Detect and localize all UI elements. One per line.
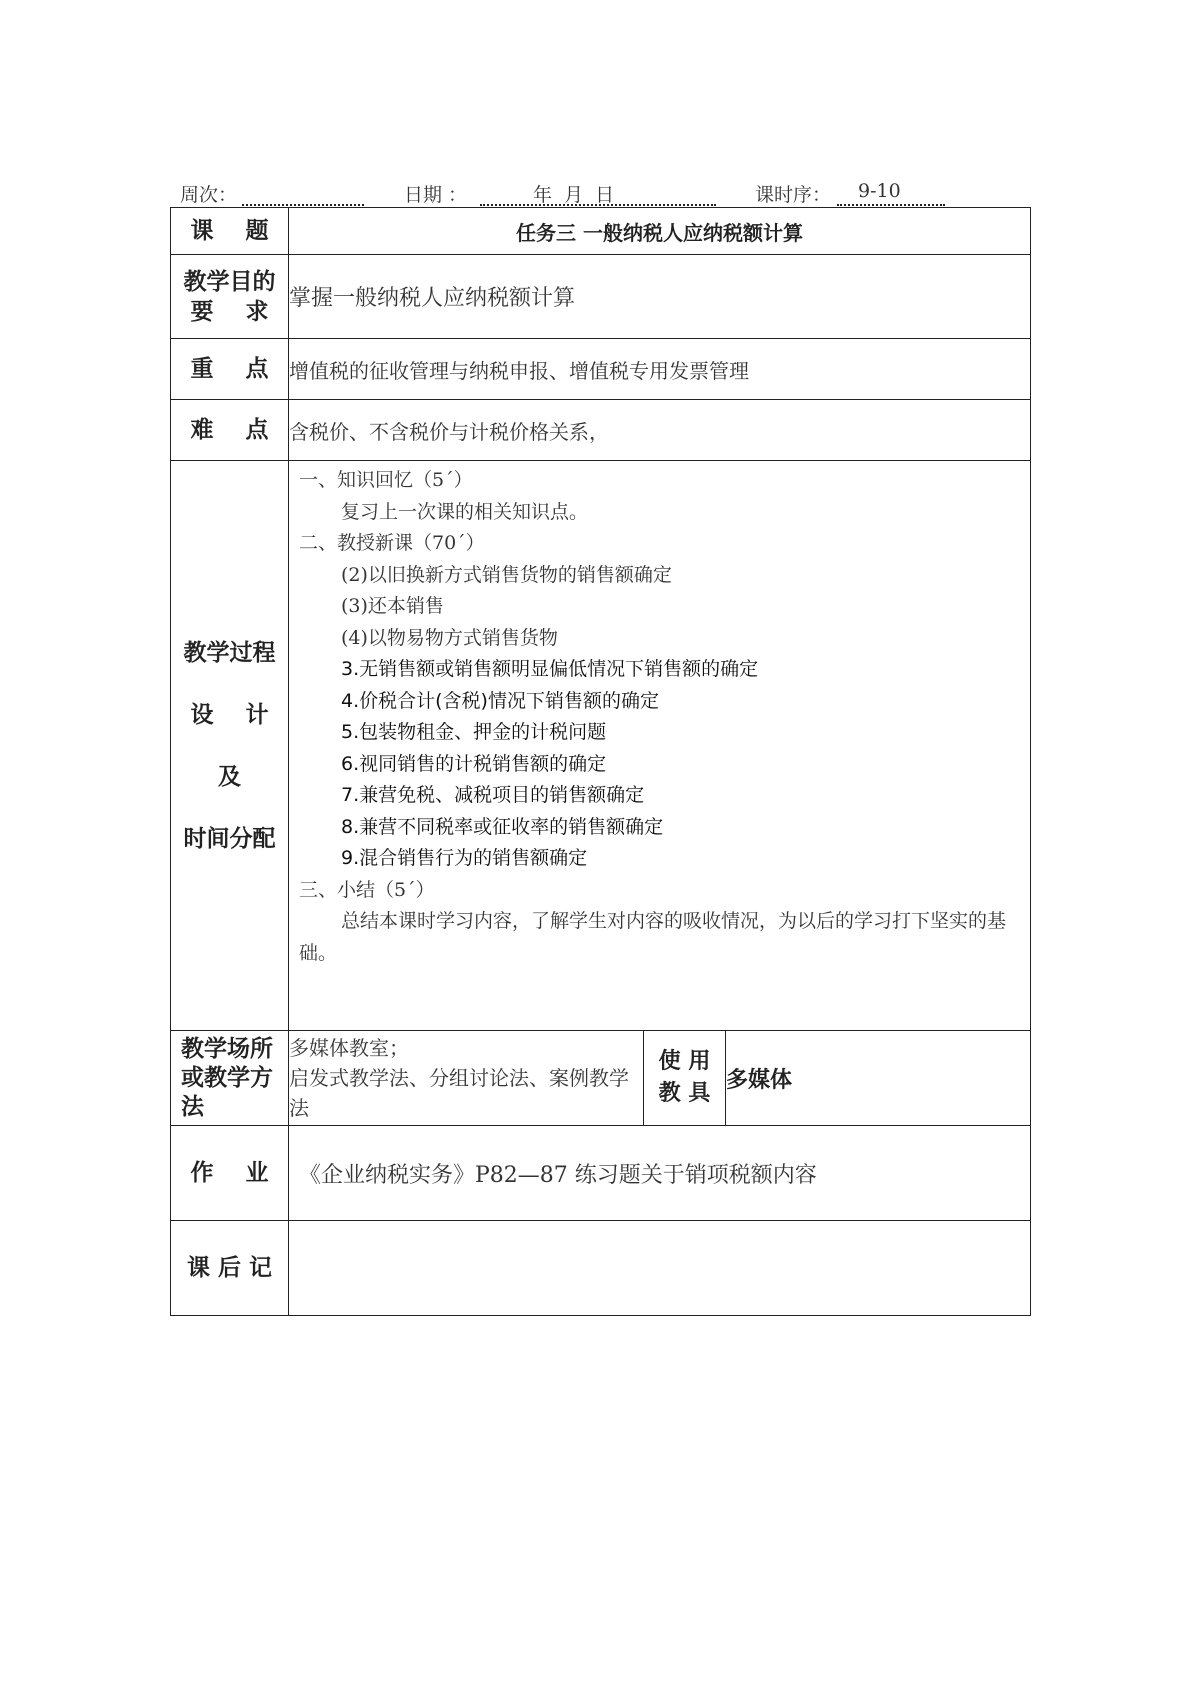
process-label-line: 时间分配 xyxy=(183,825,276,852)
process-line: (4)以物易物方式销售货物 xyxy=(341,626,558,649)
section-heading: 二、教授新课（70´） xyxy=(299,532,485,554)
period-blank xyxy=(837,204,945,206)
period-label: 课时序： xyxy=(755,184,832,206)
difficulty-row xyxy=(171,400,1031,461)
process-line: 8.兼营不同税率或征收率的销售额确定 xyxy=(341,815,664,838)
process-label-line: 设 计 xyxy=(190,701,269,728)
process-content xyxy=(289,461,1031,1031)
tools-value: 多媒体 xyxy=(726,1031,1031,1126)
topic-label: 课 题 xyxy=(171,208,289,255)
homework-label: 作 业 xyxy=(171,1126,289,1221)
section-heading: 一、知识回忆（5´） xyxy=(299,469,473,491)
summary-paragraph: 总结本课时学习内容，了解学生对内容的吸收情况，为以后的学习打下坚实的基础。 xyxy=(299,910,1007,964)
objective-label xyxy=(171,255,289,339)
notes-row xyxy=(171,1221,1031,1316)
venue-line1: 多媒体教室； xyxy=(289,1036,409,1060)
header-info-line xyxy=(180,180,1040,208)
process-line: 5.包装物租金、押金的计税问题 xyxy=(341,721,607,743)
lesson-plan-table xyxy=(170,207,1031,1316)
objective-row xyxy=(171,255,1031,339)
key-point-value: 增值税的征收管理与纳税申报、增值税专用发票管理 xyxy=(289,339,1031,400)
difficulty-value: 含税价、不含税价与计税价格关系， xyxy=(289,400,1031,461)
homework-value: 《企业纳税实务》P82—87 练习题关于销项税额内容 xyxy=(289,1126,1031,1221)
process-label-line: 教学过程 xyxy=(183,639,276,666)
objective-value: 掌握一般纳税人应纳税额计算 xyxy=(289,255,1031,339)
section-heading: 三、小结（5´） xyxy=(299,878,435,901)
difficulty-label: 难 点 xyxy=(171,400,289,461)
process-line: (2)以旧换新方式销售货物的销售额确定 xyxy=(341,563,672,586)
topic-value: 任务三 一般纳税人应纳税额计算 xyxy=(289,208,1031,255)
venue-row xyxy=(171,1031,1031,1126)
period-value: 9-10 xyxy=(858,180,901,202)
process-label xyxy=(171,461,289,1031)
process-row xyxy=(171,461,1031,1031)
process-line: 4.价税合计(含税)情况下销售额的确定 xyxy=(341,689,659,712)
notes-value xyxy=(289,1221,1031,1316)
process-line: (3)还本销售 xyxy=(341,595,444,617)
process-line: 复习上一次课的相关知识点。 xyxy=(341,500,589,523)
date-blanks: 年 月 日 xyxy=(533,184,615,206)
objective-label-line2: 要 求 xyxy=(190,298,269,325)
key-point-label: 重 点 xyxy=(171,339,289,400)
date-label: 日期 ： xyxy=(404,184,468,206)
homework-row xyxy=(171,1126,1031,1221)
process-label-line: 及 xyxy=(218,763,241,790)
topic-row xyxy=(171,208,1031,255)
process-line: 6.视同销售的计税销售额的确定 xyxy=(341,752,607,775)
objective-label-line1: 教学目的 xyxy=(183,268,276,295)
week-blank xyxy=(242,204,364,206)
process-line: 3.无销售额或销售额明显偏低情况下销售额的确定 xyxy=(341,658,759,680)
notes-label: 课 后 记 xyxy=(171,1221,289,1316)
process-line: 9.混合销售行为的销售额确定 xyxy=(341,847,588,869)
key-point-row xyxy=(171,339,1031,400)
venue-value xyxy=(289,1031,644,1126)
week-label: 周次： xyxy=(180,184,238,206)
tools-label: 使 用 教 具 xyxy=(644,1031,726,1126)
venue-line2: 启发式教学法、分组讨论法、案例教学法 xyxy=(289,1066,629,1120)
venue-label: 教学场所或教学方法 xyxy=(171,1031,289,1126)
process-line: 7.兼营免税、减税项目的销售额确定 xyxy=(341,784,645,806)
